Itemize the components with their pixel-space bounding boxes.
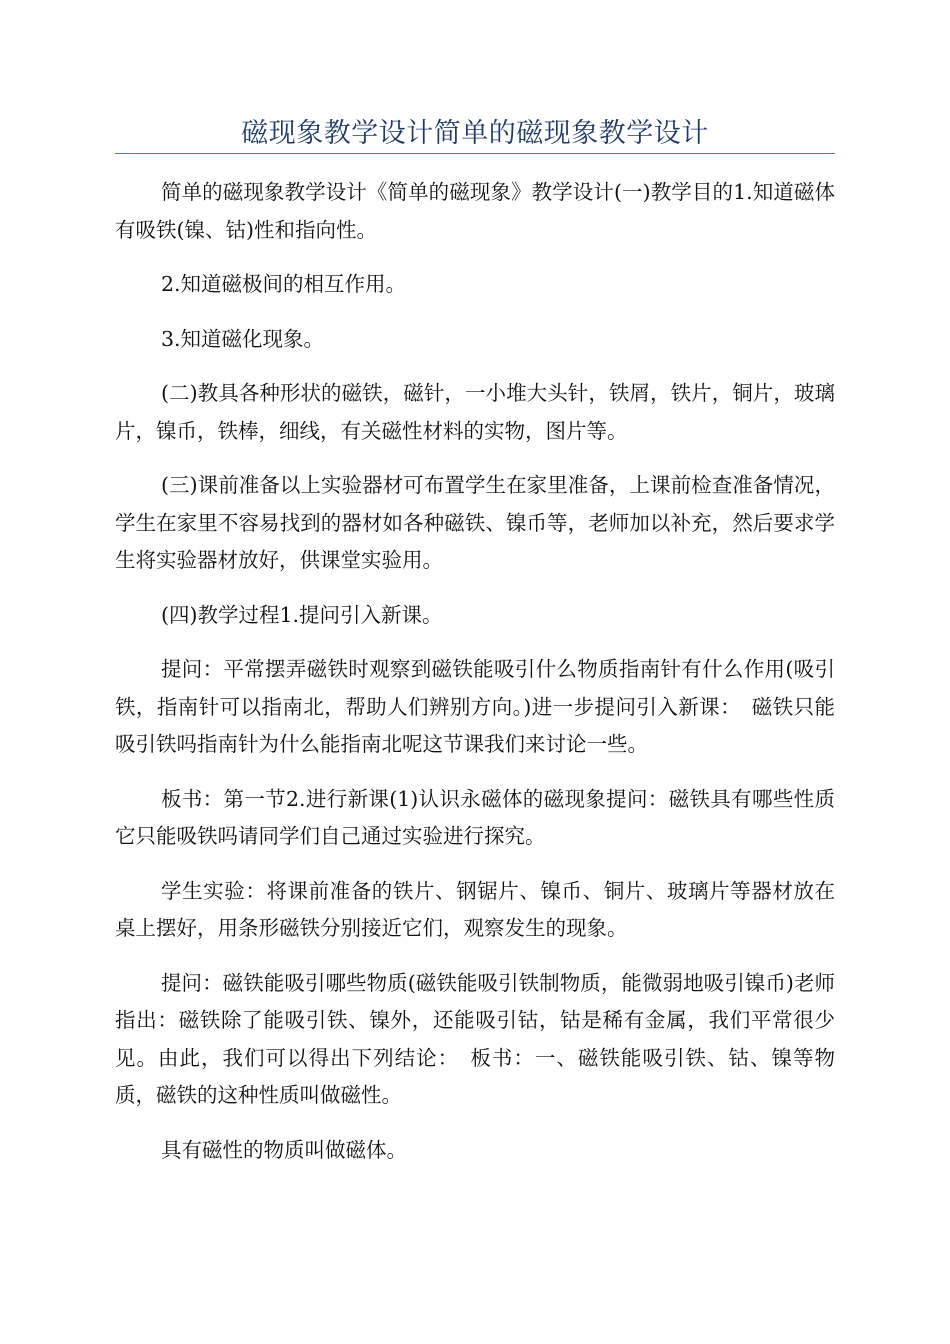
- document-title: 磁现象教学设计简单的磁现象教学设计: [241, 118, 709, 149]
- document-body: [115, 174, 835, 1186]
- title-underline-divider: [115, 153, 835, 154]
- paragraph: 3.知道磁化现象。: [161, 326, 325, 351]
- paragraph: 提问：磁铁能吸引哪些物质(磁铁能吸引铁制物质，能微弱地吸引镍币)老师指出：磁铁除了能吸引铁、镍外，还能吸引钴，钴是稀有金属，我们平常很少见。由此，我们可以得出下列结论： 板书：一、磁铁能吸引铁、钴、镍等物质，磁铁的这种性质叫做磁性。: [115, 970, 835, 1107]
- paragraph: 简单的磁现象教学设计《简单的磁现象》教学设计(一)教学目的1.知道磁体有吸铁(镍、钴)性和指向性。: [115, 180, 835, 242]
- paragraph: (二)教具各种形状的磁铁，磁针，一小堆大头针，铁屑，铁片，铜片，玻璃片，镍币，铁棒，细线，有关磁性材料的实物，图片等。: [115, 381, 835, 443]
- paragraph: 提问：平常摆弄磁铁时观察到磁铁能吸引什么物质指南针有什么作用(吸引铁，指南针可以指南北，帮助人们辨别方向。)进一步提问引入新课： 磁铁只能吸引铁吗指南针为什么能指南北呢这节课我们来讨论一些。: [115, 657, 835, 756]
- paragraph: (四)教学过程1.提问引入新课。: [161, 602, 443, 627]
- paragraph: (三)课前准备以上实验器材可布置学生在家里准备，上课前检查准备情况，学生在家里不容易找到的器材如各种磁铁、镍币等，老师加以补充，然后要求学生将实验器材放好，供课堂实验用。: [115, 473, 835, 572]
- paragraph: 学生实验：将课前准备的铁片、钢锯片、镍币、铜片、玻璃片等器材放在桌上摆好，用条形磁铁分别接近它们，观察发生的现象。: [115, 878, 835, 940]
- paragraph: 具有磁性的物质叫做磁体。: [161, 1137, 407, 1162]
- paragraph: 2.知道磁极间的相互作用。: [161, 272, 407, 296]
- paragraph: 板书：第一节2.进行新课(1)认识永磁体的磁现象提问：磁铁具有哪些性质它只能吸铁吗请同学们自己通过实验进行探究。: [115, 786, 835, 848]
